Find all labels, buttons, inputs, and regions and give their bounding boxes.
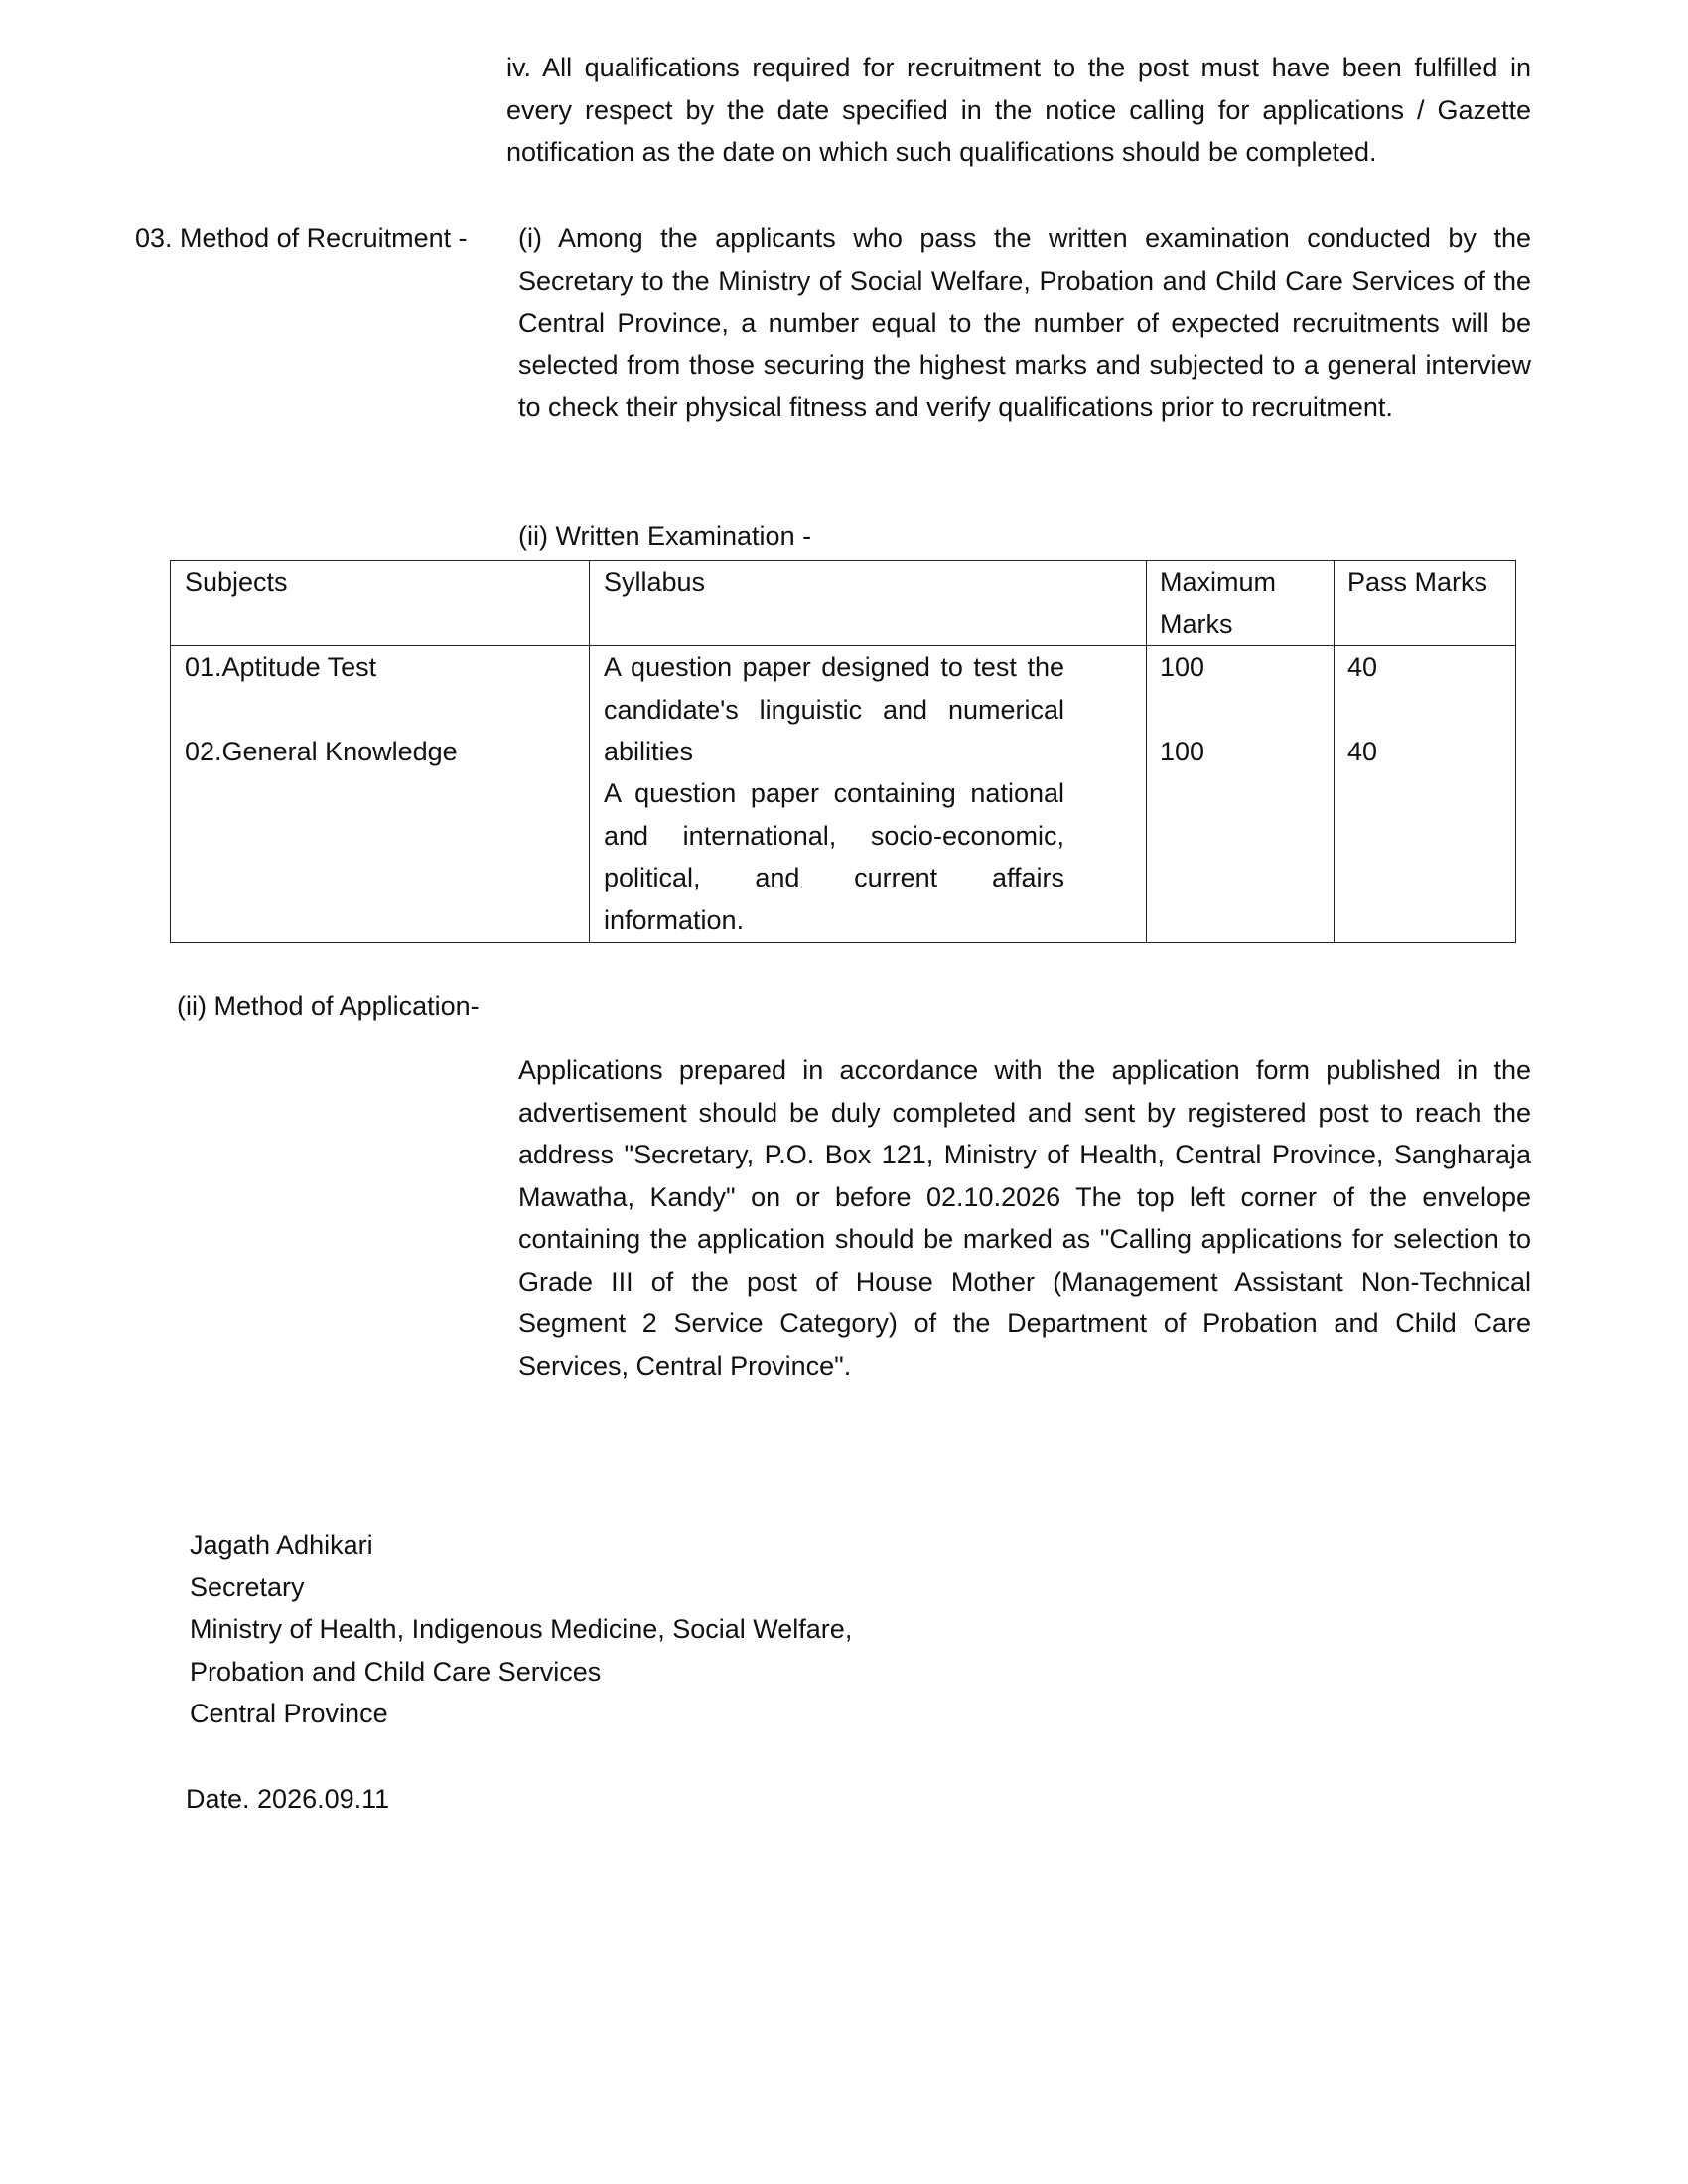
table-divider bbox=[589, 561, 590, 942]
document-date: Date. 2026.09.11 bbox=[186, 1784, 390, 1814]
table-divider bbox=[1146, 561, 1147, 942]
row-pass-marks: 40 bbox=[1347, 737, 1378, 766]
row-max-marks: 100 bbox=[1160, 737, 1205, 766]
written-examination-label: (ii) Written Examination - bbox=[518, 521, 812, 551]
written-examination-table bbox=[170, 560, 1516, 943]
signatory-name: Jagath Adhikari bbox=[190, 1530, 373, 1560]
method-of-recruitment-paragraph-i: (i) Among the applicants who pass the written examination conducted by the Secretary to the Ministry of Social Welfare, Probation and Child Care Services of the Central Province, a number equal to the number of expected recruitments will be selected from those securing the highest marks and subjected to a general interview to check their physical fitness and verify qualifications prior to recruitment. bbox=[518, 223, 1531, 422]
row-pass-marks: 40 bbox=[1347, 652, 1378, 682]
header-maximum-marks bbox=[1160, 561, 1276, 645]
signatory-ministry-line1: Ministry of Health, Indigenous Medicine, Social Welfare, bbox=[190, 1614, 853, 1644]
qualification-iv-paragraph: iv. All qualifications required for recruitment to the post must have been fulfilled in every respect by the date specified in the notice calling for applications / Gazette notification as the date on which such qualifications should be completed. bbox=[506, 53, 1531, 167]
method-of-application-label: (ii) Method of Application- bbox=[177, 991, 480, 1021]
table-divider bbox=[1334, 561, 1335, 942]
signatory-title: Secretary bbox=[190, 1571, 305, 1602]
row-syllabus: A question paper designed to test the candidate's linguistic and numerical abilities bbox=[604, 652, 1064, 766]
method-of-recruitment-label: 03. Method of Recruitment - bbox=[135, 223, 468, 253]
header-pass-marks: Pass Marks bbox=[1347, 567, 1488, 597]
row-max-marks: 100 bbox=[1160, 652, 1205, 682]
header-maximum-marks-line1: Maximum bbox=[1160, 567, 1277, 597]
header-syllabus: Syllabus bbox=[604, 567, 706, 597]
signature-block bbox=[190, 1524, 852, 1735]
signatory-ministry-line2: Probation and Child Care Services bbox=[190, 1656, 602, 1687]
header-subjects: Subjects bbox=[185, 567, 288, 597]
header-maximum-marks-line2: Marks bbox=[1160, 609, 1233, 639]
row-subject: 02.General Knowledge bbox=[185, 737, 458, 766]
signatory-province: Central Province bbox=[190, 1699, 388, 1728]
row-syllabus: A question paper containing national and international, socio-economic, political, and current affairs information. bbox=[604, 778, 1064, 935]
method-of-application-paragraph: Applications prepared in accordance with the application form published in the advertisement should be duly completed and sent by registered post to reach the address "Secretary, P.O. Box 121, Ministry of Health, Central Province, Sangharaja Mawatha, Kandy" on or before 02.10.2026 The top left corner of the envelope containing the application should be marked as "Calling applications for selection to Grade III of the post of House Mother (Management Assistant Non-Technical Segment 2 Service Category) of the Department of Probation and Child Care Services, Central Province". bbox=[518, 1055, 1531, 1381]
row-subject: 01.Aptitude Test bbox=[185, 652, 377, 682]
